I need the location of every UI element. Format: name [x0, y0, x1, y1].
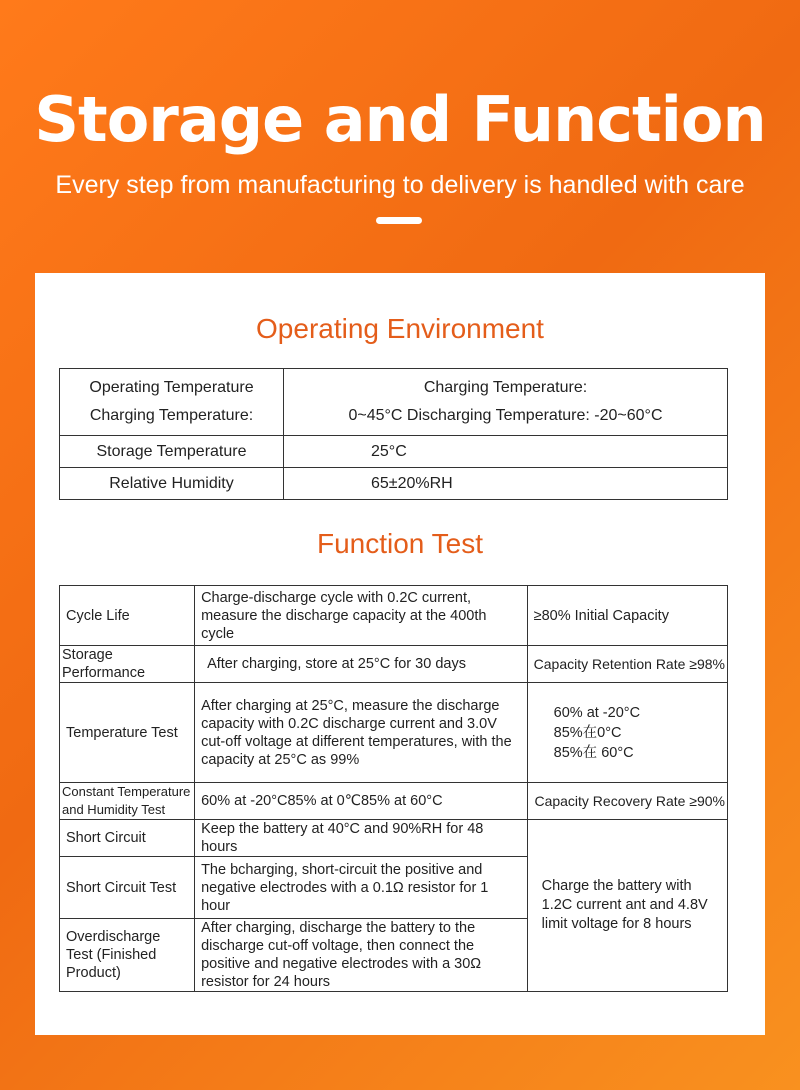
table-cell-item: Cycle Life: [60, 586, 195, 646]
function-test-title: Function Test: [316, 528, 484, 559]
table-cell-requirement: ≥80% Initial Capacity: [527, 586, 727, 646]
table-cell-method: Keep the battery at 40°C and 90%RH for 48 hours: [195, 820, 528, 857]
cell-text: 0~45°C Discharging Temperature: -20~60°C: [348, 407, 663, 424]
table-cell-item: Constant Temperature and Humidity Test: [60, 783, 195, 820]
table-row: [60, 369, 728, 436]
table-cell-value: [284, 369, 728, 436]
cell-text: Charging Temperature:: [423, 379, 588, 396]
table-cell-requirement: Capacity Retention Rate ≥98%: [527, 646, 727, 683]
function-test-table: [59, 585, 728, 992]
cell-text: 85%在 60°C: [553, 744, 634, 761]
table-cell-item: Short Circuit Test: [60, 857, 195, 919]
cell-text: 85%在0°C: [553, 724, 622, 741]
hero-subtitle: Every step from manufacturing to delivery is handled with care: [55, 171, 745, 199]
table-cell-method: Charge-discharge cycle with 0.2C current, measure the discharge capacity at the 400th cycle: [195, 586, 528, 646]
table-cell-requirement: [527, 683, 727, 783]
table-row: [60, 468, 728, 500]
table-cell-label: Relative Humidity: [60, 468, 284, 500]
table-cell-shared-requirement: Charge the battery with 1.2C current ant and 4.8V limit voltage for 8 hours: [527, 820, 727, 992]
table-cell-item: Temperature Test: [60, 683, 195, 783]
table-cell-item: Overdischarge Test (Finished Product): [60, 919, 195, 992]
table-cell-item: Short Circuit: [60, 820, 195, 857]
table-cell-requirement: Capacity Recovery Rate ≥90%: [527, 783, 727, 820]
table-cell-method: The bcharging, short-circuit the positive and negative electrodes with a 0.1Ω resistor for 1 hour: [195, 857, 528, 919]
hero-divider: [376, 217, 422, 224]
hero-title: Storage and Function: [34, 83, 766, 156]
table-cell-method: After charging, discharge the battery to the discharge cut-off voltage, then connect the positive and negative electrodes with a 30Ω resistor for 24 hours: [195, 919, 528, 992]
table-cell-value: 25°C: [284, 436, 728, 468]
table-cell-method: After charging at 25°C, measure the discharge capacity with 0.2C discharge current and 3.0V cut-off voltage at different temperatures, with the capacity at 25°C as 99%: [195, 683, 528, 783]
operating-environment-table: [59, 368, 728, 500]
cell-text: Operating Temperature: [89, 379, 254, 396]
table-cell-method: After charging, store at 25°C for 30 days: [195, 646, 528, 683]
table-row: [60, 436, 728, 468]
table-row: [60, 783, 728, 820]
table-cell-label: [60, 369, 284, 436]
table-row: [60, 820, 728, 857]
content-card: [35, 273, 765, 1035]
table-cell-item: Storage Performance: [60, 646, 195, 683]
operating-environment-title: Operating Environment: [256, 313, 544, 344]
table-row: [60, 586, 728, 646]
table-cell-label: Storage Temperature: [60, 436, 284, 468]
table-cell-value: 65±20%RH: [284, 468, 728, 500]
table-row: [60, 683, 728, 783]
table-row: [60, 646, 728, 683]
cell-text: 60% at -20°C: [553, 704, 641, 721]
cell-text: Charging Temperature:: [89, 407, 254, 424]
table-cell-method: 60% at -20°C85% at 0℃85% at 60°C: [195, 783, 528, 820]
